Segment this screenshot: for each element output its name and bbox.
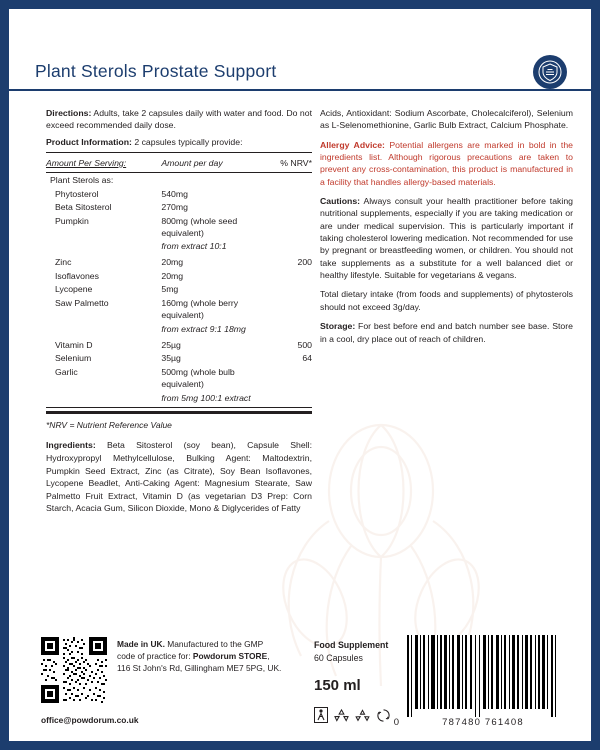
table-row <box>46 269 312 283</box>
storage-text: For best before end and batch number see base. Store in a cool, dry place out of reach of children. <box>320 321 573 344</box>
nutrient-nrv <box>263 200 312 214</box>
nutrient-amount: 25µg <box>161 339 181 350</box>
nutrient-name: Beta Sitosterol <box>55 202 112 213</box>
left-column <box>46 107 312 524</box>
product-information-text: 2 capsules typically provide: <box>131 136 243 147</box>
nutrient-amount <box>161 173 262 187</box>
nutrient-amount: 5mg <box>161 284 179 295</box>
qr-code-icon[interactable] <box>41 637 107 703</box>
table-row <box>46 214 312 240</box>
label-footer <box>9 629 591 741</box>
company-address: , 116 St John's Rd, Gillingham ME7 5PG, UK. <box>117 650 282 673</box>
nutrient-name <box>46 391 161 405</box>
net-volume: 150 ml <box>314 677 361 694</box>
nutrient-amount: 20mg <box>161 270 184 281</box>
nutrient-nrv <box>263 240 312 254</box>
supplement-info <box>314 639 388 665</box>
cautions-block <box>320 195 573 281</box>
table-row <box>46 283 312 297</box>
table-row <box>46 322 312 336</box>
contact-email[interactable]: office@powdorum.co.uk <box>41 715 139 725</box>
directions-label: Directions: <box>46 108 92 118</box>
nutrient-amount: 20mg <box>161 257 184 268</box>
nutrient-amount: 160mg (whole berry equivalent) <box>161 297 239 321</box>
nutrient-name: Pumpkin <box>55 215 89 226</box>
nutrient-name: Plant Sterols as: <box>50 174 114 185</box>
ingredients-label: Ingredients: <box>46 440 96 451</box>
brand-shield-icon <box>538 60 562 84</box>
nutrient-nrv: 64 <box>302 353 312 364</box>
allergy-advice-label: Allergy Advice: <box>320 139 385 150</box>
product-information-label: Product Information: <box>46 136 132 147</box>
made-in-text: Manufactured to the GMP code of practice for: <box>117 639 264 661</box>
brand-logo <box>533 55 567 89</box>
storage-block <box>320 320 573 345</box>
nutrient-name: Vitamin D <box>55 339 93 350</box>
column-header-amount-per-serving: Amount Per Serving: <box>46 156 161 173</box>
directions-block <box>46 107 312 132</box>
capsule-count: 60 Capsules <box>314 653 363 664</box>
recycle-icon <box>334 708 349 723</box>
nutrient-nrv <box>263 391 312 405</box>
table-row <box>46 365 312 391</box>
nutrient-amount: 800mg (whole seed equivalent) <box>161 215 238 238</box>
column-header-nrv: % NRV* <box>263 156 312 173</box>
nutrient-name: Garlic <box>55 366 78 377</box>
nutrient-nrv <box>263 283 312 297</box>
nutrient-amount: from 5mg 100:1 extract <box>161 392 251 403</box>
table-row <box>46 200 312 214</box>
nutrient-amount: from extract 10:1 <box>161 241 227 252</box>
nutrition-table <box>46 156 312 405</box>
table-row <box>46 336 312 352</box>
barcode <box>401 635 565 717</box>
nutrient-name: Zinc <box>55 257 72 268</box>
manufacturer-block <box>117 639 282 675</box>
table-header-row <box>46 156 312 173</box>
nutrient-amount: 270mg <box>161 202 188 213</box>
nutrient-nrv: 200 <box>297 257 312 268</box>
nutrient-name <box>46 240 161 254</box>
nutrient-name: Phytosterol <box>55 188 99 199</box>
total-intake-text: Total dietary intake (from foods and supplements) of phytosterols should not exceed 3g/day. <box>320 289 573 312</box>
nutrient-nrv <box>263 173 312 187</box>
food-supplement-label: Food Supplement <box>314 640 389 650</box>
nutrient-nrv <box>263 296 312 322</box>
table-row <box>46 352 312 366</box>
nutrient-name: Isoflavones <box>55 270 99 281</box>
allergy-advice-text: Potential allergens are marked in bold in the ingredients list. Although rigorous precautions are taken to prevent any cross-contamination, this product is manufactured in a facility that handles allergy-based materials. <box>320 139 573 187</box>
page-title: Plant Sterols Prostate Support <box>35 61 277 81</box>
compliance-icons <box>314 707 391 723</box>
nutrient-nrv <box>263 269 312 283</box>
made-in-uk-label: Made in UK. <box>117 639 165 649</box>
nutrient-name: Selenium <box>55 353 92 364</box>
label-header <box>9 9 591 91</box>
right-column <box>320 107 573 352</box>
allergy-advice-block <box>320 139 573 188</box>
recycle-icon <box>355 708 370 723</box>
nutrient-nrv <box>263 214 312 240</box>
nutrient-nrv <box>263 322 312 336</box>
company-name: Powdorum STORE <box>192 650 268 661</box>
table-row <box>46 187 312 201</box>
green-dot-icon <box>376 708 391 723</box>
nutrient-name: Lycopene <box>55 284 93 295</box>
product-information-block <box>46 136 312 148</box>
nutrient-name <box>46 322 161 336</box>
nutrient-nrv: 500 <box>297 339 312 350</box>
nutrient-amount: from extract 9:1 18mg <box>161 323 246 334</box>
nutrient-amount: 540mg <box>161 188 188 199</box>
table-row <box>46 240 312 254</box>
nrv-footnote: *NRV = Nutrient Reference Value <box>46 419 172 430</box>
nutrition-table-wrapper <box>46 152 312 408</box>
nutrition-table-body <box>46 173 312 405</box>
table-row <box>46 253 312 269</box>
storage-label: Storage: <box>320 321 356 332</box>
cautions-label: Cautions: <box>320 196 361 207</box>
table-row <box>46 296 312 322</box>
barcode-number: 787480 761408 <box>442 717 524 728</box>
keep-away-from-children-icon <box>314 707 328 723</box>
ingredients-continued: Acids, Antioxidant: Sodium Ascorbate, Cholecalciferol), Selenium as L-Selenomethionine, Garlic Bulb Extract, Calcium Phosphate. <box>320 108 573 131</box>
ingredients-text: Beta Sitosterol (soy bean), Capsule Shell: Hydroxypropyl Methylcellulose, Bulking Agent: Maltodextrin, Pumpkin Seed Extract, Zinc (as Citrate), Soy Bean Isoflavones, Lycopene Beadlet, Anti-Caking Agent: Magnesium Stearate, Saw Palmetto Fruit Extract, Vitamin D (as vegetarian D3 Prep: Corn Starch, Acacia Gum, Silicon Dioxide, Mono & Diglycerides of Fatty <box>46 440 312 514</box>
cautions-text: Always consult your health practitioner before taking nutritional supplements, especially if you are taking medication or are under medical supervision. This is particularly important if taking cholesterol lowering medication. Not recommended for use by pregnant or breastfeeding women, or children. You should not take supplements as a substitute for a well balanced diet or healthy lifestyle. Suitable for vegetarians & vegans. <box>320 196 573 281</box>
table-bottom-rule <box>46 411 312 414</box>
nutrient-amount: 35µg <box>161 353 181 364</box>
nutrient-nrv <box>263 187 312 201</box>
nutrient-nrv <box>263 365 312 391</box>
table-row <box>46 391 312 405</box>
ingredients-block <box>46 439 312 515</box>
nutrient-amount: 500mg (whole bulb equivalent) <box>161 366 235 390</box>
nutrient-name: Saw Palmetto <box>55 297 109 308</box>
directions-text: Adults, take 2 capsules daily with water and food. Do not exceed recommended daily dose. <box>46 108 312 131</box>
barcode-lead-digit: 0 <box>393 717 399 728</box>
table-row <box>46 173 312 187</box>
column-header-amount-per-day: Amount per day <box>161 156 262 173</box>
